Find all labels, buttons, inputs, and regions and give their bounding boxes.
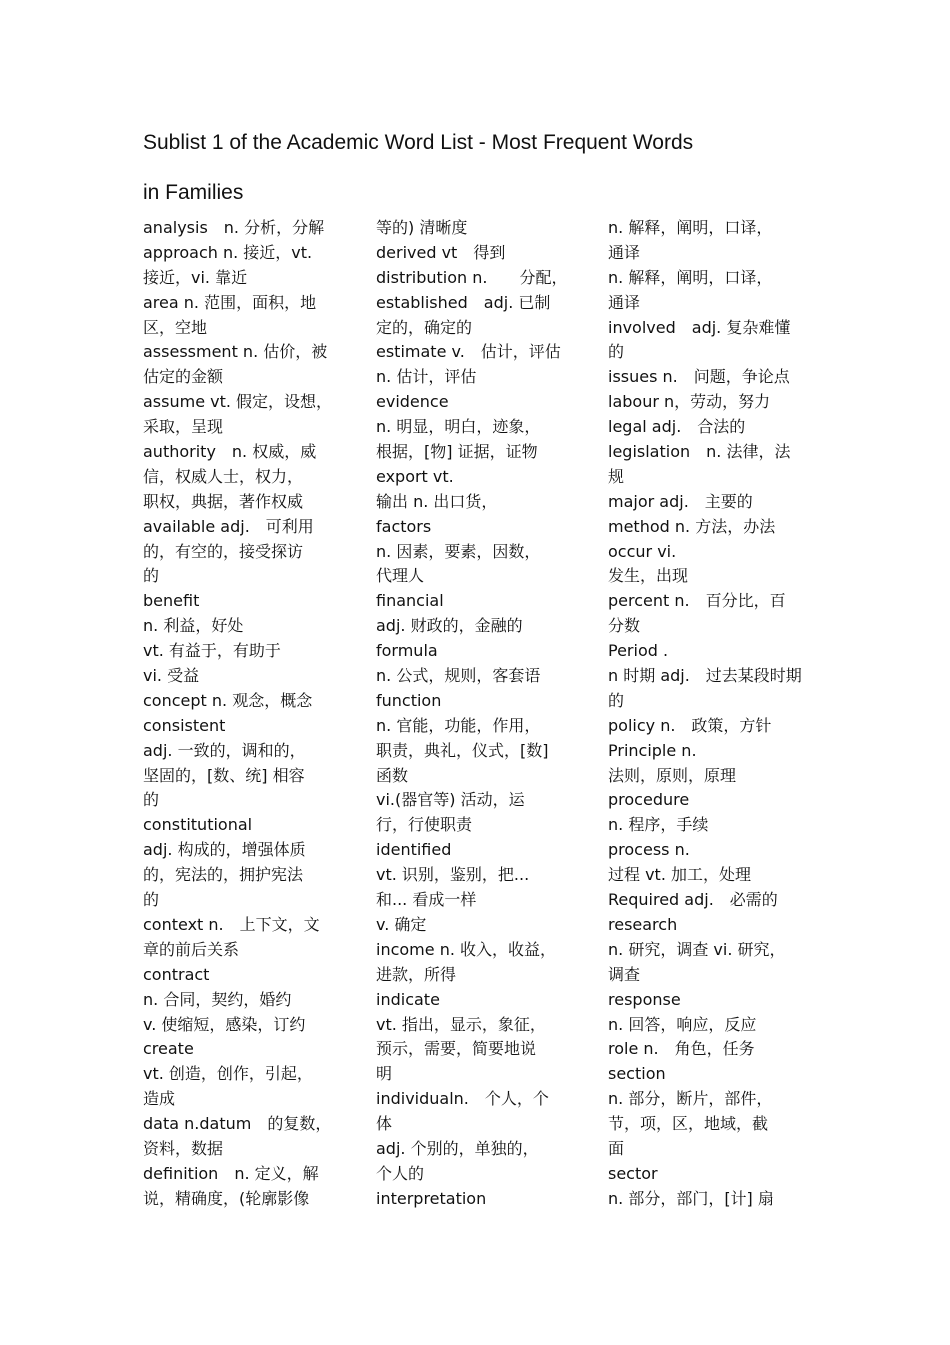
entry-line: function: [376, 690, 442, 710]
entry-line: identified: [376, 840, 452, 860]
entry-line: vt. 识别，鉴别，把...: [376, 865, 530, 885]
entry-line: n. 回答，响应，反应: [608, 1014, 757, 1034]
entry-line: Required adj. 必需的: [608, 890, 778, 910]
entry-line: major adj. 主要的: [608, 491, 753, 511]
entry-line: 的，有空的，接受探访: [143, 541, 304, 561]
entry-line: n. 解释，阐明，口译，: [608, 267, 773, 287]
entry-line: vi. 受益: [143, 666, 200, 686]
entry-line: 章的前后关系: [143, 939, 240, 959]
entry-line: n. 利益，好处: [143, 616, 244, 636]
entry-line: 调查: [608, 964, 641, 984]
entry-line: issues n. 问题，争论点: [608, 367, 790, 387]
word-column-2: [376, 216, 577, 1212]
entry-line: v. 使缩短，感染，订约: [143, 1014, 306, 1034]
entry-line: analysis n. 分析，分解: [143, 218, 325, 237]
entry-line: vi.(器官等) 活动，运: [376, 790, 525, 810]
entry-line: concept n. 观念，概念: [143, 690, 313, 710]
entry-line: 个人的: [376, 1163, 425, 1183]
entry-line: percent n. 百分比，百: [608, 591, 786, 611]
entry-line: 输出 n. 出口货，: [376, 491, 498, 511]
entry-line: 的: [608, 342, 625, 362]
entry-line: occur vi.: [608, 541, 677, 561]
entry-line: 信，权威人士，权力，: [143, 466, 304, 486]
entry-line: contract: [143, 964, 210, 984]
entry-line: 采取，呈现: [143, 417, 224, 437]
entry-line: vt. 有益于，有助于: [143, 641, 281, 661]
entry-line: policy n. 政策，方针: [608, 715, 772, 735]
entry-line: 发生，出现: [608, 566, 689, 586]
entry-line: adj. 构成的，增强体质: [143, 840, 306, 860]
entry-line: adj. 个别的，单独的，: [376, 1138, 539, 1158]
entry-line: 通译: [608, 292, 641, 312]
entry-line: assessment n. 估价，被: [143, 342, 328, 362]
entry-line: create: [143, 1039, 194, 1059]
entry-line: section: [608, 1064, 666, 1084]
entry-line: 体: [376, 1114, 393, 1134]
entry-line: 接近，vi. 靠近: [143, 267, 248, 287]
entry-line: sector: [608, 1163, 658, 1183]
entry-line: available adj. 可利用: [143, 516, 314, 536]
entry-line: legislation n. 法律，法: [608, 442, 791, 462]
word-column-1: [143, 216, 344, 1212]
entry-line: 的: [608, 690, 625, 710]
entry-line: 的: [143, 566, 160, 586]
entry-line: 过程 vt. 加工，处理: [608, 865, 752, 885]
entry-line: formula: [376, 641, 438, 661]
entry-line: involved adj. 复杂难懂: [608, 317, 791, 337]
entry-line: legal adj. 合法的: [608, 417, 746, 437]
entry-line: n 时期 adj. 过去某段时期: [608, 666, 802, 686]
entry-line: export vt.: [376, 466, 454, 486]
entry-line: 预示，需要，简要地说: [376, 1039, 537, 1059]
entry-line: 资料，数据: [143, 1138, 224, 1158]
entry-line: process n.: [608, 840, 690, 860]
page-title-continued: in Families: [143, 181, 244, 204]
entry-line: indicate: [376, 989, 440, 1009]
entry-line: 节，项，区，地域，截: [608, 1114, 769, 1134]
entry-line: n. 估计，评估: [376, 367, 477, 387]
page-title: Sublist 1 of the Academic Word List - Most Frequent Words: [143, 131, 694, 154]
entry-line: benefit: [143, 591, 200, 611]
entry-line: 造成: [143, 1089, 176, 1109]
entry-line: Period .: [608, 641, 669, 661]
entry-line: definition n. 定义，解: [143, 1163, 319, 1183]
entry-line: 法则，原则，原理: [608, 765, 737, 785]
word-column-3: [608, 216, 830, 1212]
entry-line: data n.datum 的复数，: [143, 1114, 332, 1134]
entry-line: estimate v. 估计，评估: [376, 342, 561, 362]
entry-line: adj. 财政的，金融的: [376, 616, 523, 636]
entry-line: derived vt 得到: [376, 242, 506, 262]
entry-line: 进款，所得: [376, 964, 457, 984]
entry-line: 代理人: [376, 566, 425, 586]
entry-line: distribution n. 分配，: [376, 267, 568, 287]
entry-line: 说，精确度，(轮廓影像: [143, 1188, 310, 1208]
entry-line: v. 确定: [376, 914, 427, 934]
entry-line: vt. 指出，显示，象征，: [376, 1014, 546, 1034]
entry-line: 的，宪法的，拥护宪法: [143, 865, 304, 885]
entry-line: 和... 看成一样: [376, 890, 477, 910]
entry-line: n. 合同，契约，婚约: [143, 989, 292, 1009]
entry-line: established adj. 已制: [376, 292, 551, 312]
entry-line: n. 部分，断片，部件，: [608, 1089, 773, 1109]
entry-line: 职责，典礼，仪式，[数]: [376, 740, 549, 760]
entry-line: method n. 方法，办法: [608, 516, 776, 536]
entry-line: n. 部分，部门，[计] 扇: [608, 1188, 774, 1208]
entry-line: 等的) 清晰度: [376, 218, 468, 237]
entry-line: 根据，[物] 证据，证物: [376, 442, 538, 462]
entry-line: individualn. 个人，个: [376, 1089, 549, 1109]
entry-line: 函数: [376, 765, 409, 785]
entry-line: Principle n.: [608, 740, 697, 760]
entry-line: response: [608, 989, 681, 1009]
entry-line: n. 因素，要素，因数，: [376, 541, 541, 561]
entry-line: 行，行使职责: [376, 815, 473, 835]
entry-line: 的: [143, 890, 160, 910]
entry-line: n. 解释，阐明，口译，: [608, 218, 773, 237]
entry-line: n. 官能，功能，作用，: [376, 715, 541, 735]
entry-line: n. 明显，明白，迹象，: [376, 417, 541, 437]
entry-line: role n. 角色，任务: [608, 1039, 755, 1059]
entry-line: interpretation: [376, 1188, 487, 1208]
entry-line: 估定的金额: [143, 367, 224, 387]
entry-line: factors: [376, 516, 432, 536]
entry-line: 面: [608, 1138, 625, 1158]
entry-line: 通译: [608, 242, 641, 262]
entry-line: 定的，确定的: [376, 317, 473, 337]
entry-line: evidence: [376, 392, 449, 412]
entry-line: authority n. 权威，威: [143, 442, 317, 462]
entry-line: 区，空地: [143, 317, 208, 337]
entry-line: approach n. 接近，vt.: [143, 242, 313, 262]
entry-line: adj. 一致的，调和的，: [143, 740, 306, 760]
entry-line: n. 程序，手续: [608, 815, 709, 835]
entry-line: research: [608, 914, 678, 934]
entry-line: labour n，劳动，努力: [608, 392, 771, 412]
entry-line: n. 公式，规则，客套语: [376, 666, 541, 686]
entry-line: income n. 收入，收益，: [376, 939, 557, 959]
entry-line: n. 研究，调查 vi. 研究，: [608, 939, 786, 959]
entry-line: area n. 范围，面积，地: [143, 292, 317, 312]
entry-line: 坚固的，[数、统] 相容: [143, 765, 305, 785]
entry-line: 职权，典据，著作权威: [143, 491, 304, 511]
entry-line: 的: [143, 790, 160, 810]
entry-line: 分数: [608, 616, 641, 636]
entry-line: constitutional: [143, 815, 253, 835]
entry-line: assume vt. 假定，设想，: [143, 392, 333, 412]
entry-line: vt. 创造，创作，引起，: [143, 1064, 313, 1084]
entry-line: 规: [608, 466, 625, 486]
entry-line: consistent: [143, 715, 226, 735]
entry-line: financial: [376, 591, 444, 611]
entry-line: procedure: [608, 790, 690, 810]
entry-line: context n. 上下文，文: [143, 914, 320, 934]
entry-line: 明: [376, 1064, 393, 1084]
